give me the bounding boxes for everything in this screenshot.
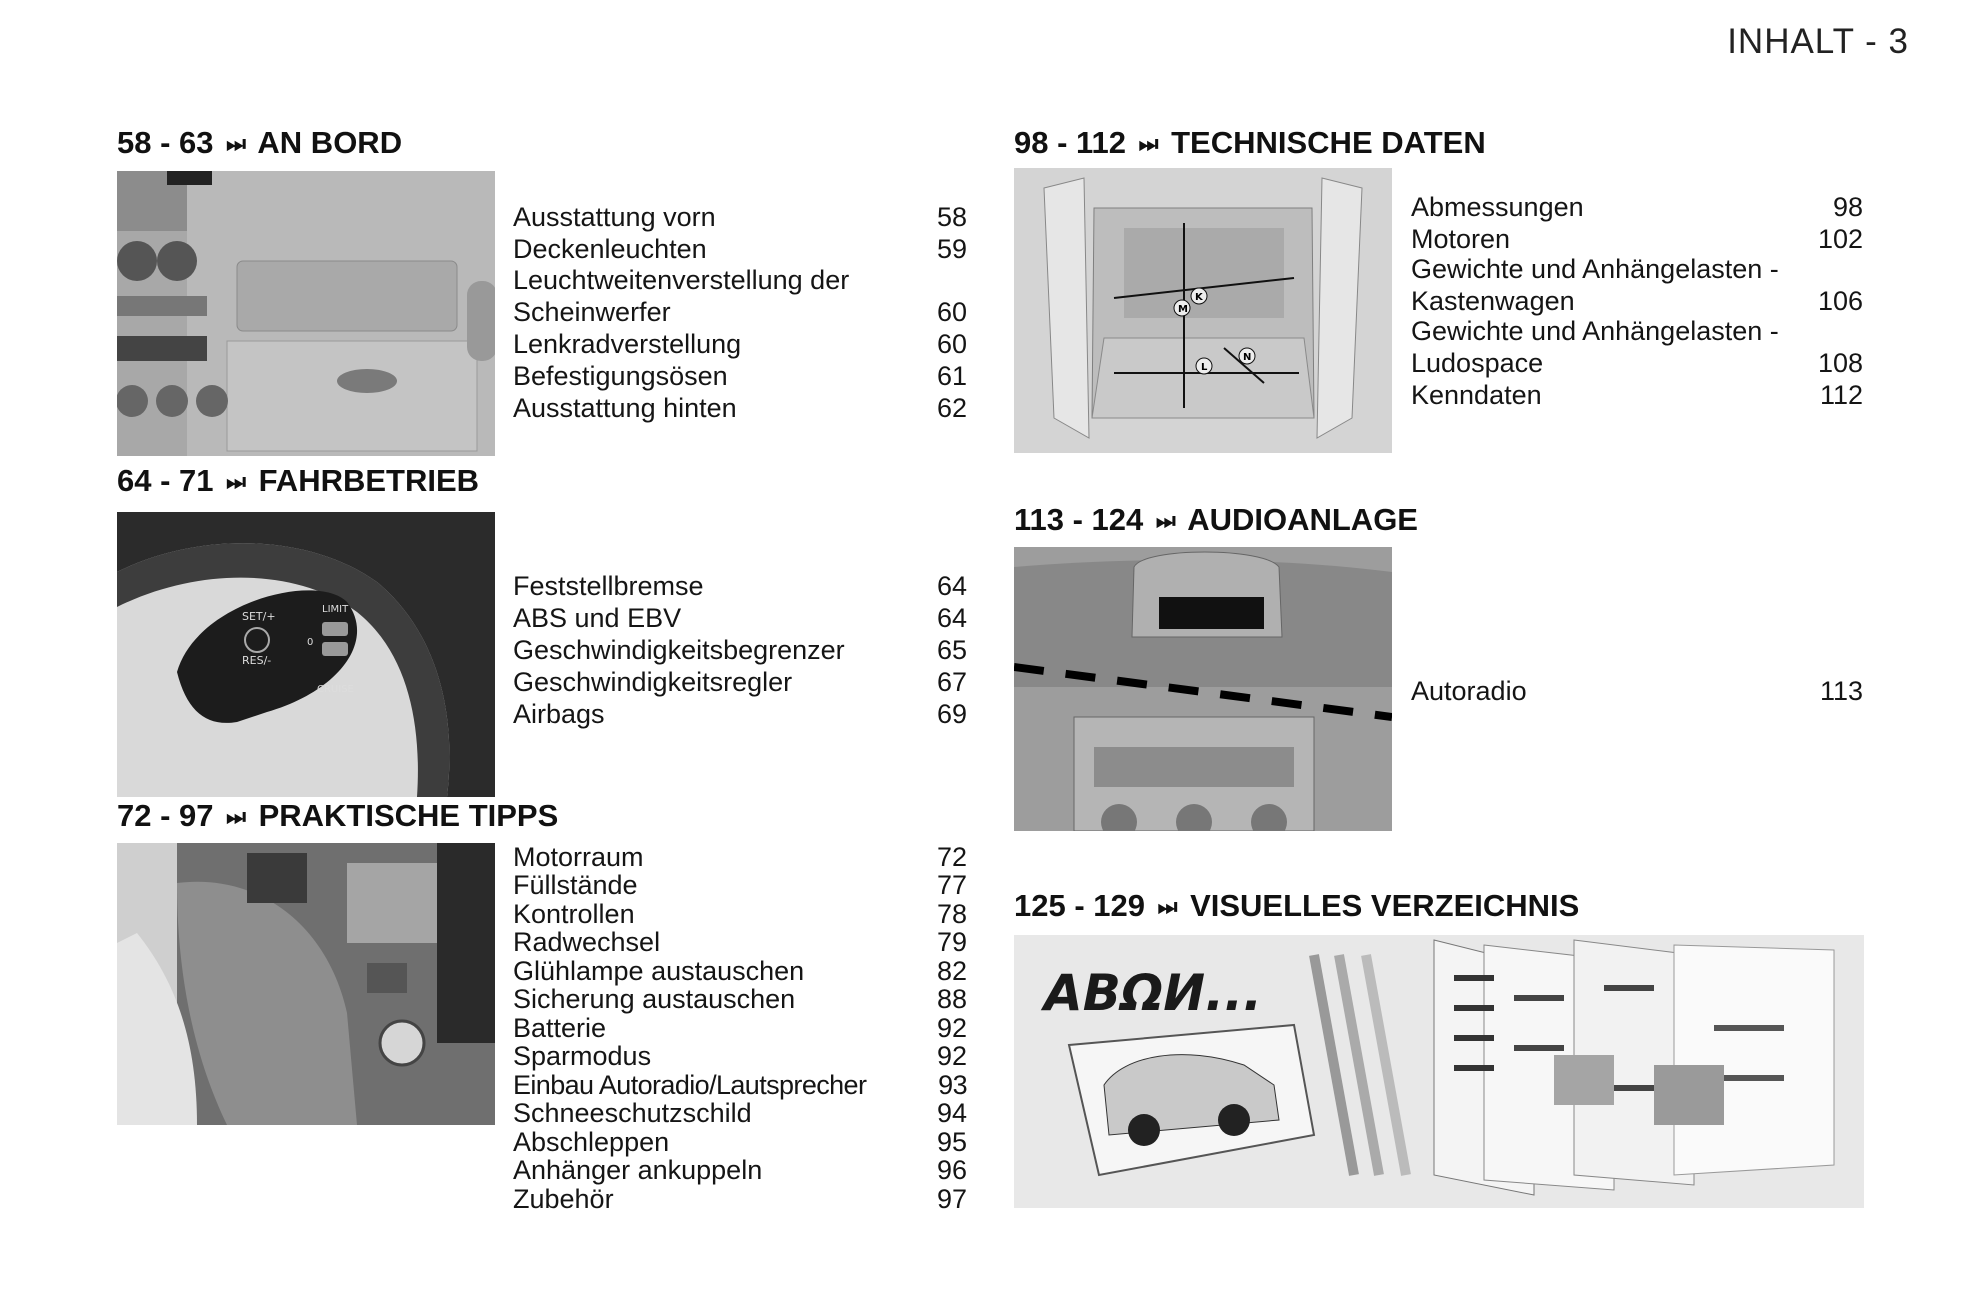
toc-entry[interactable]: [1411, 347, 1863, 379]
skip-arrow-icon: ⏭: [226, 804, 246, 829]
toc-page-number: 60: [936, 329, 967, 359]
toc-label: Scheinwerfer: [513, 297, 671, 327]
toc-page-number: 96: [936, 1155, 967, 1185]
section-range: 98 - 112: [1014, 125, 1127, 160]
toc-page-number: 78: [936, 898, 967, 929]
stalk-label-res: RES/-: [242, 654, 272, 667]
skip-arrow-icon: ⏭: [226, 131, 246, 156]
steering-stalk-photo: [117, 512, 495, 797]
toc-entry[interactable]: [513, 233, 967, 265]
toc-entry[interactable]: [513, 201, 967, 233]
toc-entry[interactable]: [1411, 675, 1863, 707]
toc-label: Deckenleuchten: [513, 234, 707, 264]
toc-entry[interactable]: [513, 602, 967, 634]
toc-entry[interactable]: [513, 360, 967, 392]
toc-entry[interactable]: [513, 265, 967, 296]
section-range: 125 - 129: [1014, 888, 1145, 923]
toc-label: Ausstattung vorn: [513, 202, 716, 232]
toc-label: Gewichte und Anhängelasten -: [1411, 316, 1779, 346]
toc-page-number: 102: [1817, 224, 1863, 254]
toc-entry[interactable]: [1411, 191, 1863, 223]
toc-page-number: 72: [936, 841, 967, 872]
toc-page-number: 82: [936, 955, 967, 986]
section-audioanlage: [1014, 502, 1864, 837]
toc-entry[interactable]: [513, 1126, 967, 1158]
section-visuelles-verzeichnis: [1014, 888, 1864, 1218]
skip-arrow-icon: ⏭: [1155, 508, 1176, 533]
toc-label: Kastenwagen: [1411, 286, 1575, 316]
toc-page-number: 92: [936, 1012, 967, 1043]
toc-label: Airbags: [513, 699, 605, 729]
toc-entry[interactable]: [513, 570, 967, 602]
toc-entry[interactable]: [513, 870, 967, 902]
engine-bay-photo: [117, 843, 495, 1125]
toc-page-number: 93: [938, 1069, 967, 1100]
toc-page-number: 58: [936, 202, 967, 232]
toc-label: Autoradio: [1411, 676, 1527, 706]
toc-page-number: 64: [936, 603, 967, 633]
section-heading: TECHNISCHE DATEN: [1171, 125, 1486, 160]
toc-label: Schneeschutzschild: [513, 1098, 752, 1128]
dimension-label-k: K: [1195, 292, 1203, 303]
toc-label: Kontrollen: [513, 898, 635, 929]
toc-page-number: 64: [936, 571, 967, 601]
toc-entry[interactable]: [513, 1098, 967, 1130]
toc-page-number: 59: [936, 234, 967, 264]
toc-label: Feststellbremse: [513, 571, 704, 601]
dimension-label-m: M: [1178, 304, 1188, 315]
visual-index-illustration: [1014, 935, 1864, 1208]
section-heading: AUDIOANLAGE: [1187, 502, 1418, 537]
toc-label: Einbau Autoradio/Lautsprecher: [513, 1069, 867, 1100]
toc-entry[interactable]: [513, 984, 967, 1016]
toc-entry[interactable]: [513, 296, 967, 328]
section-range: 72 - 97: [117, 798, 214, 833]
toc-label: Motorraum: [513, 841, 644, 872]
stalk-label-cruise: CRUISE: [317, 684, 354, 695]
illustration-lettering: ABΩИ...: [1044, 964, 1263, 1022]
toc-entry[interactable]: [513, 634, 967, 666]
section-range: 64 - 71: [117, 463, 214, 498]
section-title[interactable]: [1014, 888, 1579, 924]
toc-label: Leuchtweitenverstellung der: [513, 265, 850, 295]
toc-label: Gewichte und Anhängelasten -: [1411, 254, 1779, 284]
toc-page-number: 88: [936, 984, 967, 1014]
skip-arrow-icon: ⏭: [226, 469, 246, 494]
toc-entry[interactable]: [513, 392, 967, 424]
toc-page-number: 67: [936, 667, 967, 697]
stalk-label-limit: LIMIT: [322, 604, 349, 615]
toc-label: Lenkradverstellung: [513, 329, 742, 359]
toc-page-number: 94: [936, 1098, 967, 1128]
toc-label: Abschleppen: [513, 1126, 670, 1157]
section-heading: VISUELLES VERZEICHNIS: [1190, 888, 1580, 923]
page-header: INHALT - 3: [1727, 22, 1909, 61]
toc-label: Glühlampe austauschen: [513, 955, 805, 986]
toc-entry[interactable]: [1411, 285, 1863, 317]
toc-label: Geschwindigkeitsbegrenzer: [513, 635, 845, 665]
dimension-label-l: L: [1201, 362, 1208, 373]
section-title[interactable]: [117, 125, 402, 161]
toc-page-number: 65: [936, 635, 967, 665]
toc-label: Kenndaten: [1411, 380, 1542, 410]
toc-entry[interactable]: [513, 698, 967, 730]
toc-label: Sparmodus: [513, 1041, 652, 1071]
toc-page-number: 69: [936, 699, 967, 729]
toc-page-number: 106: [1817, 286, 1863, 316]
toc-label: Ausstattung hinten: [513, 393, 737, 423]
section-technische-daten: [1014, 125, 1864, 460]
stalk-label-zero: 0: [307, 637, 314, 648]
toc-label: Radwechsel: [513, 927, 661, 957]
toc-entry[interactable]: [513, 841, 967, 873]
toc-list: [1411, 191, 1863, 411]
section-praktische-tipps: [117, 798, 967, 1218]
toc-entry[interactable]: [1411, 255, 1863, 285]
section-title[interactable]: [1014, 502, 1418, 538]
toc-entry[interactable]: [1411, 317, 1863, 347]
toc-list: [513, 201, 967, 424]
toc-entry[interactable]: [513, 927, 967, 959]
toc-entry[interactable]: [513, 898, 967, 930]
section-title[interactable]: [117, 463, 479, 499]
section-an-bord: [117, 125, 967, 460]
audio-system-photo: [1014, 547, 1392, 831]
toc-page-number: 79: [936, 927, 967, 957]
toc-label: Zubehör: [513, 1183, 614, 1214]
toc-page-number: 62: [936, 393, 967, 423]
toc-entry[interactable]: [513, 328, 967, 360]
skip-arrow-icon: ⏭: [1138, 131, 1159, 156]
section-heading: AN BORD: [257, 125, 403, 160]
toc-label: Anhänger ankuppeln: [513, 1155, 763, 1185]
toc-entry[interactable]: [513, 666, 967, 698]
toc-page-number: 97: [936, 1183, 967, 1214]
skip-arrow-icon: ⏭: [1157, 894, 1178, 919]
section-heading: FAHRBETRIEB: [258, 463, 480, 498]
toc-label: Geschwindigkeitsregler: [513, 667, 793, 697]
toc-label: Batterie: [513, 1012, 607, 1043]
toc-label: Füllstände: [513, 870, 638, 900]
dashboard-photo: [117, 171, 495, 456]
section-heading: PRAKTISCHE TIPPS: [258, 798, 559, 833]
toc-entry[interactable]: [513, 1012, 967, 1044]
section-fahrbetrieb: [117, 463, 967, 803]
toc-page-number: 92: [936, 1041, 967, 1071]
toc-label: ABS und EBV: [513, 603, 682, 633]
toc-entry[interactable]: [1411, 223, 1863, 255]
toc-entry[interactable]: [513, 955, 967, 987]
section-title[interactable]: [1014, 125, 1486, 161]
van-dimensions-diagram: [1014, 168, 1392, 453]
toc-label: Sicherung austauschen: [513, 984, 796, 1014]
toc-entry[interactable]: [513, 1069, 967, 1101]
toc-label: Befestigungsösen: [513, 361, 728, 391]
toc-page-number: 77: [936, 870, 967, 900]
section-range: 58 - 63: [117, 125, 214, 160]
toc-entry[interactable]: [1411, 379, 1863, 411]
toc-label: Motoren: [1411, 224, 1511, 254]
section-title[interactable]: [117, 798, 558, 834]
toc-label: Ludospace: [1411, 348, 1544, 378]
toc-page-number: 98: [1832, 192, 1863, 222]
toc-page-number: 112: [1819, 380, 1863, 410]
toc-page-number: 113: [1819, 676, 1863, 706]
toc-page-number: 108: [1817, 348, 1863, 378]
toc-page-number: 95: [936, 1126, 967, 1157]
toc-list: [1411, 675, 1863, 707]
toc-page-number: 60: [936, 297, 967, 327]
section-range: 113 - 124: [1014, 502, 1144, 537]
toc-list: [513, 570, 967, 730]
toc-entry[interactable]: [513, 1155, 967, 1187]
dimension-label-n: N: [1243, 352, 1252, 363]
toc-list: [513, 841, 967, 1215]
toc-entry[interactable]: [513, 1041, 967, 1073]
toc-entry[interactable]: [513, 1183, 967, 1215]
stalk-label-set: SET/+: [242, 610, 276, 623]
toc-page-number: 61: [936, 361, 967, 391]
toc-label: Abmessungen: [1411, 192, 1584, 222]
